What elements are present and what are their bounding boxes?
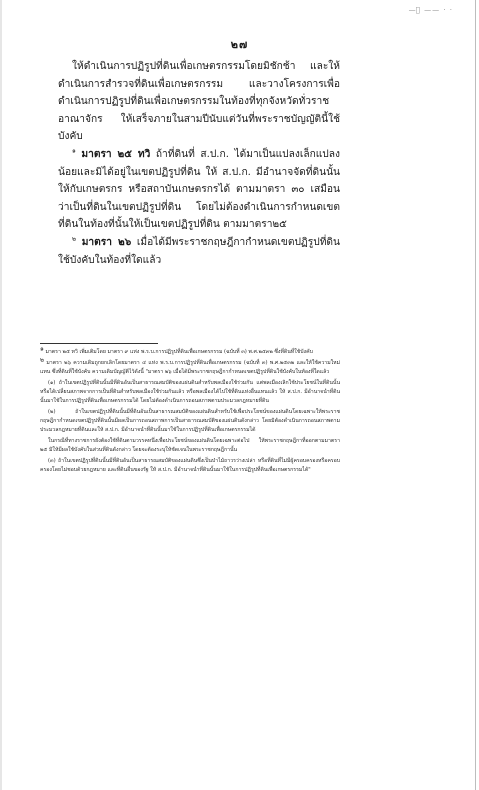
section-25-bis xyxy=(58,146,340,234)
footnote-1 xyxy=(40,345,340,357)
corner-scan-mark: —ﾟ —— · · xyxy=(408,6,453,14)
body-text xyxy=(58,58,340,269)
section-26-heading: มาตรา ๒๖ xyxy=(81,235,132,248)
section-25-bis-text: ถ้าที่ดินที่ ส.ป.ก. ได้มาเป็นแปลงเล็กแปลงน้อยและมิได้อยู่ในเขตปฏิรูปที่ดิน ให้ ส.ป.ก. มีอำนาจจัดที่ดินนั้นให้กับเกษตรกร หรือสถาบันเกษตรกรได้ ตามมาตรา ๓๐ เสมือนว่าเป็นที่ดินในเขตปฏิรูปที่ดิน โดยไม่ต้องดำเนินการกำหนดเขตที่ดินในท้องที่นั้นให้เป็นเขตปฏิรูปที่ดิน ตามมาตรา๒๕ xyxy=(58,148,340,231)
paragraph-intro: ให้ดำเนินการปฏิรูปที่ดินเพื่อเกษตรกรรมโดยมิชักช้า และให้ดำเนินการสำรวจที่ดินเพื่อเกษตรกรรม และวางโครงการเพื่อดำเนินการปฏิรูปที่ดินเพื่อเกษตรกรรมในท้องที่ทุกจังหวัดทั่วราชอาณาจักร ให้เสร็จภายในสามปีนับแต่วันที่พระราชบัญญัตินี้ใช้บังคับ xyxy=(58,61,340,143)
footnote-2-text: มาตรา ๒๖ ความเดิมถูกยกเลิกโดยมาตรา ๔ แห่ง พ.ร.บ.การปฏิรูปที่ดินเพื่อเกษตรกรรม (ฉบับที่ ๓) พ.ศ.๒๕๓๒ และให้ใช้ความใหม่แทน ซึ่งที่ดินที่ใช้บังคับ ความเดิมบัญญัติไว้ดังนี้ "มาตรา ๒๖ เมื่อได้มีพระราชกฤษฎีกากำหนดเขตปฏิรูปที่ดินใช้บังคับในท้องที่ใดแล้ว xyxy=(40,360,340,375)
footnotes xyxy=(40,345,340,477)
footnote-2-item-3: (๓) ถ้าในเขตปฏิรูปที่ดินนั้นมีที่ดินอันเป็นสาธารณสมบัติของแผ่นดินซึ่งเป็นป่าไม้ถาวรว่างเปล่า หรือที่ดินที่ไม่มีผู้ครอบครองหรือครอบครองโดยไม่ชอบด้วยกฎหมาย และที่ดินอื่นของรัฐ ให้ ส.ป.ก. มีอำนาจนำที่ดินนั้นมาใช้ในการปฏิรูปที่ดินเพื่อเกษตรกรรมได้" xyxy=(40,458,340,473)
footnote-ref-1: ๑ xyxy=(72,147,76,155)
footnote-1-marker: ๑ xyxy=(40,345,44,353)
footnote-2-item-2: (๒) ถ้าในเขตปฏิรูปที่ดินนั้นมีที่ดินอันเป็นสาธารณสมบัติของแผ่นดินสำหรับใช้เพื่อประโยชน์ของแผ่นดินโดยเฉพาะให้พระราชกฤษฎีกากำหนดเขตปฏิรูปที่ดินนั้นมีผลเป็นการถอนสภาพการเป็นสาธารณสมบัติของแผ่นดินดังกล่าว โดยมิต้องดำเนินการถอนสภาพตามประมวลกฎหมายที่ดินและให้ ส.ป.ก. มีอำนาจนำที่ดินนั้นมาใช้ในการปฏิรูปที่ดินเพื่อเกษตรกรรมได้ xyxy=(40,409,340,433)
scan-edge-left xyxy=(0,0,2,790)
footnote-2 xyxy=(40,356,340,377)
footnote-2-item-1: (๑) ถ้าในเขตปฏิรูปที่ดินนั้นมีที่ดินอันเป็นสาธารณสมบัติของแผ่นดินสำหรับพลเมืองใช้ร่วมกัน แต่พลเมืองเลิกใช้ประโยชน์ในที่ดินนั้น หรือได้เปลี่ยนสภาพจากการเป็นที่ดินสำหรับพลเมืองใช้ร่วมกันแล้ว หรือพลเมืองได้ไปใช้ที่ดินแห่งอื่นแทนแล้ว ให้ ส.ป.ก. มีอำนาจนำที่ดินนั้นมาใช้ในการปฏิรูปที่ดินเพื่อเกษตรกรรมได้ โดยไม่ต้องดำเนินการถอนสภาพตามประมวลกฎหมายที่ดิน xyxy=(40,380,340,404)
section-26-text: เมื่อได้มีพระราชกฤษฎีกากำหนดเขตปฏิรูปที่ดินใช้บังคับในท้องที่ใดแล้ว xyxy=(58,236,340,266)
scan-edge-right xyxy=(475,0,476,790)
footnote-ref-2: ๒ xyxy=(72,235,76,243)
footnote-2-marker: ๒ xyxy=(40,356,44,364)
footnote-divider xyxy=(40,343,158,344)
section-25-bis-heading: มาตรา ๒๕ ทวิ xyxy=(81,147,151,160)
footnote-1-text: มาตรา ๒๕ ทวิ เพิ่มเติมโดย มาตรา ๙ แห่ง พ.ร.บ.การปฏิรูปที่ดินเพื่อเกษตรกรรม (ฉบับที่ ๓) พ.ศ.๒๕๓๒ ซึ่งที่ดินที่ใช้บังคับ xyxy=(45,349,313,355)
page-number: ๒๗ xyxy=(230,38,249,51)
section-26 xyxy=(58,234,340,269)
footnote-2-item-2-continued: ในกรณีที่ทางราชการยังต้องใช้ที่ดินตามวรรคหนึ่งเพื่อประโยชน์ของแผ่นดินโดยเฉพาะต่อไป ให้พระราชกฤษฎีกาที่ออกตามมาตรา ๒๕ มิให้มีผลใช้บังคับในส่วนที่ดินดังกล่าว โดยจะต้องระบุให้ชัดเจนในพระราชกฤษฎีกานั้น xyxy=(40,438,340,453)
